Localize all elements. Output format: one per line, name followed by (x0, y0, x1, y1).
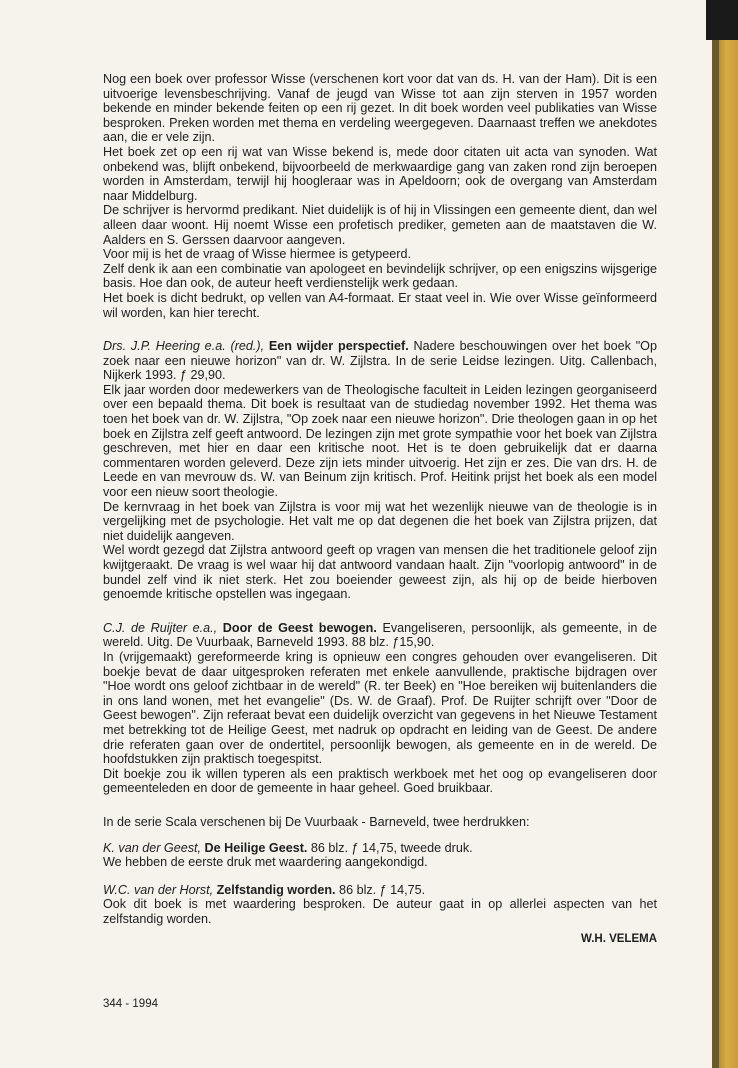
paragraph: Het boek zet op een rij wat van Wisse bekend is, mede door citaten uit acta van synoden. Wat onbekend was, blijft onbekend, bijvoorbeeld de merkwaardige gang van zaken rond zijn beroepen worden in Amsterdam, terwijl hij hoogleraar was in Apeldoorn; ook de overgang van Amsterdam naar Middelburg. (103, 144, 657, 203)
paragraph: Wel wordt gezegd dat Zijlstra antwoord geeft op vragen van mensen die het traditionele geloof zijn kwijtgeraakt. De vraag is wel waar hij dat antwoord vandaan haalt. Zijn "voorlopig antwoord" in de bundel zelf vind ik niet sterk. Het zou boeiender geweest zijn, als hij op de beide hierboven genoemde kritische opstellen was ingegaan. (103, 543, 657, 602)
paragraph: In de serie Scala verschenen bij De Vuurbaak - Barneveld, twee herdrukken: (103, 814, 530, 829)
page-number: 344 - 1994 (103, 998, 158, 1010)
book-reference (103, 883, 657, 898)
paragraph: Het boek is dicht bedrukt, op vellen van A4-formaat. Er staat veel in. Wie over Wisse geïnformeerd wil worden, kan hier terecht. (103, 290, 657, 320)
reprint-zelfstandig-worden (103, 883, 657, 927)
reprint-heilige-geest (103, 841, 657, 870)
book-title: Door de Geest bewogen. (222, 620, 377, 635)
paragraph: Elk jaar worden door medewerkers van de Theologische faculteit in Leiden lezingen georganiseerd over een bepaald thema. Dit boek is resultaat van de studiedag november 1992. Het thema was toen het boek van dr. W. Zijlstra, "Op zoek naar een nieuwe horizon". Drie theologen gaan in op het boek en Zijlstra zelf geeft antwoord. De lezingen zijn met grote sympathie voor het boek van Zijlstra geschreven, met hier en daar een kritische noot. Het is te doen gebruikelijk dat er daarna commentaren worden geleverd. Deze zijn iets minder uitvoerig. Het zijn er zes. Die van drs. H. de Leede en van mevrouw ds. W. van Beinum zijn kritisch. Prof. Heitink prijst het boek als een model voor een nieuw soort theologie. (103, 382, 657, 500)
book-reference (103, 841, 657, 856)
paragraph: De schrijver is hervormd predikant. Niet duidelijk is of hij in Vlissingen een gemeente dient, dan wel alleen daar woont. Hij noemt Wisse een profetisch prediker, gemeten aan de maatstaven die W. Aalders en S. Gerssen daarvoor aangeven. (103, 203, 657, 247)
book-reference (103, 339, 657, 383)
paragraph: Ook dit boek is met waardering besproken. De auteur gaat in op allerlei aspecten van het zelfstandig worden. (103, 897, 657, 926)
scala-reprints (103, 815, 657, 947)
book-cover-edge (719, 0, 738, 1068)
page-edge-shadow (712, 0, 719, 1068)
paragraph: We hebben de eerste druk met waardering aangekondigd. (103, 855, 428, 870)
article-body (103, 72, 657, 947)
paragraph: De kernvraag in het boek van Zijlstra is voor mij wat het wezenlijk nieuwe van de theologie is in vergelijking met de psychologie. Het valt me op dat degenen die het boek van Zijlstra prijzen, dat niet duidelijk aangeven. (103, 499, 657, 543)
book-title: Zelfstandig worden. (216, 882, 336, 897)
paragraph: Zelf denk ik aan een combinatie van apologeet en bevindelijk schrijver, op een enigszins wijsgerige basis. Hoe dan ook, de auteur heeft verdienstelijk werk gedaan. (103, 261, 657, 291)
book-details: Evangeliseren, persoonlijk, als gemeente, in de wereld. Uitg. De Vuurbaak, Barneveld 1993. 88 blz. ƒ15,90. (103, 620, 657, 650)
paragraph: In (vrijgemaakt) gereformeerde kring is opnieuw een congres gehouden over evangeliseren. Dit boekje bevat de daar uitgesproken referaten met enkele aanvullende, praktische bijdragen over "Hoe wordt ons geloof zichtbaar in de wereld" (R. ter Beek) en "Hoe bereiken wij buitenlanders die in ons land wonen, met het evangelie" (Ds. W. de Graaf). Prof. De Ruijter schrijft over "Door de Geest bewogen". Zijn referaat bevat een duidelijk overzicht van gegevens in het Nieuwe Testament met betrekking tot de Heilige Geest, met nadruk op opdracht en leiding van de Geest. De andere drie referaten gaan over de ondertitel, persoonlijk bewogen, als gemeente en in de wereld. De hoofdstukken zijn praktisch toegespitst. (103, 649, 657, 767)
book-author: Drs. J.P. Heering e.a. (red.), (103, 339, 265, 354)
book-details: Nadere beschouwingen over het boek "Op zoek naar een nieuwe horizon" van dr. W. Zijlstra. In de serie Leidse lezingen. Uitg. Callenbach, Nijkerk 1993. ƒ 29,90. (103, 339, 657, 383)
book-details: 86 blz. ƒ 14,75, tweede druk. (307, 840, 473, 855)
paragraph: Dit boekje zou ik willen typeren als een praktisch werkboek met het oog op evangeliseren door gemeenteleden en door de gemeente in haar geheel. Goed bruikbaar. (103, 766, 657, 796)
paragraph: Nog een boek over professor Wisse (verschenen kort voor dat van ds. H. van der Ham). Dit is een uitvoerige levensbeschrijving. Vanaf de jeugd van Wisse tot aan zijn sterven in 1957 worden bekende en minder bekende feiten op een rij gezet. In dit boek worden veel publikaties van Wisse besproken. Preken worden met thema en verdeling weergegeven. Daarnaast treffen we anekdotes aan, die er vele zijn. (103, 72, 657, 145)
author-signature: W.H. VELEMA (580, 933, 657, 946)
book-author: W.C. van der Horst, (103, 882, 214, 897)
book-author: C.J. de Ruijter e.a., (103, 620, 218, 635)
review-wisse (103, 72, 657, 320)
review-door-de-geest-bewogen (103, 621, 657, 796)
book-author: K. van der Geest, (103, 840, 202, 855)
book-details: 86 blz. ƒ 14,75. (335, 882, 426, 897)
review-wijder-perspectief (103, 339, 657, 602)
scan-corner (706, 0, 738, 40)
book-reference (103, 621, 657, 650)
book-title: De Heilige Geest. (204, 840, 308, 855)
paragraph: Voor mij is het de vraag of Wisse hiermee is getypeerd. (103, 247, 411, 262)
book-title: Een wijder perspectief. (268, 339, 409, 354)
